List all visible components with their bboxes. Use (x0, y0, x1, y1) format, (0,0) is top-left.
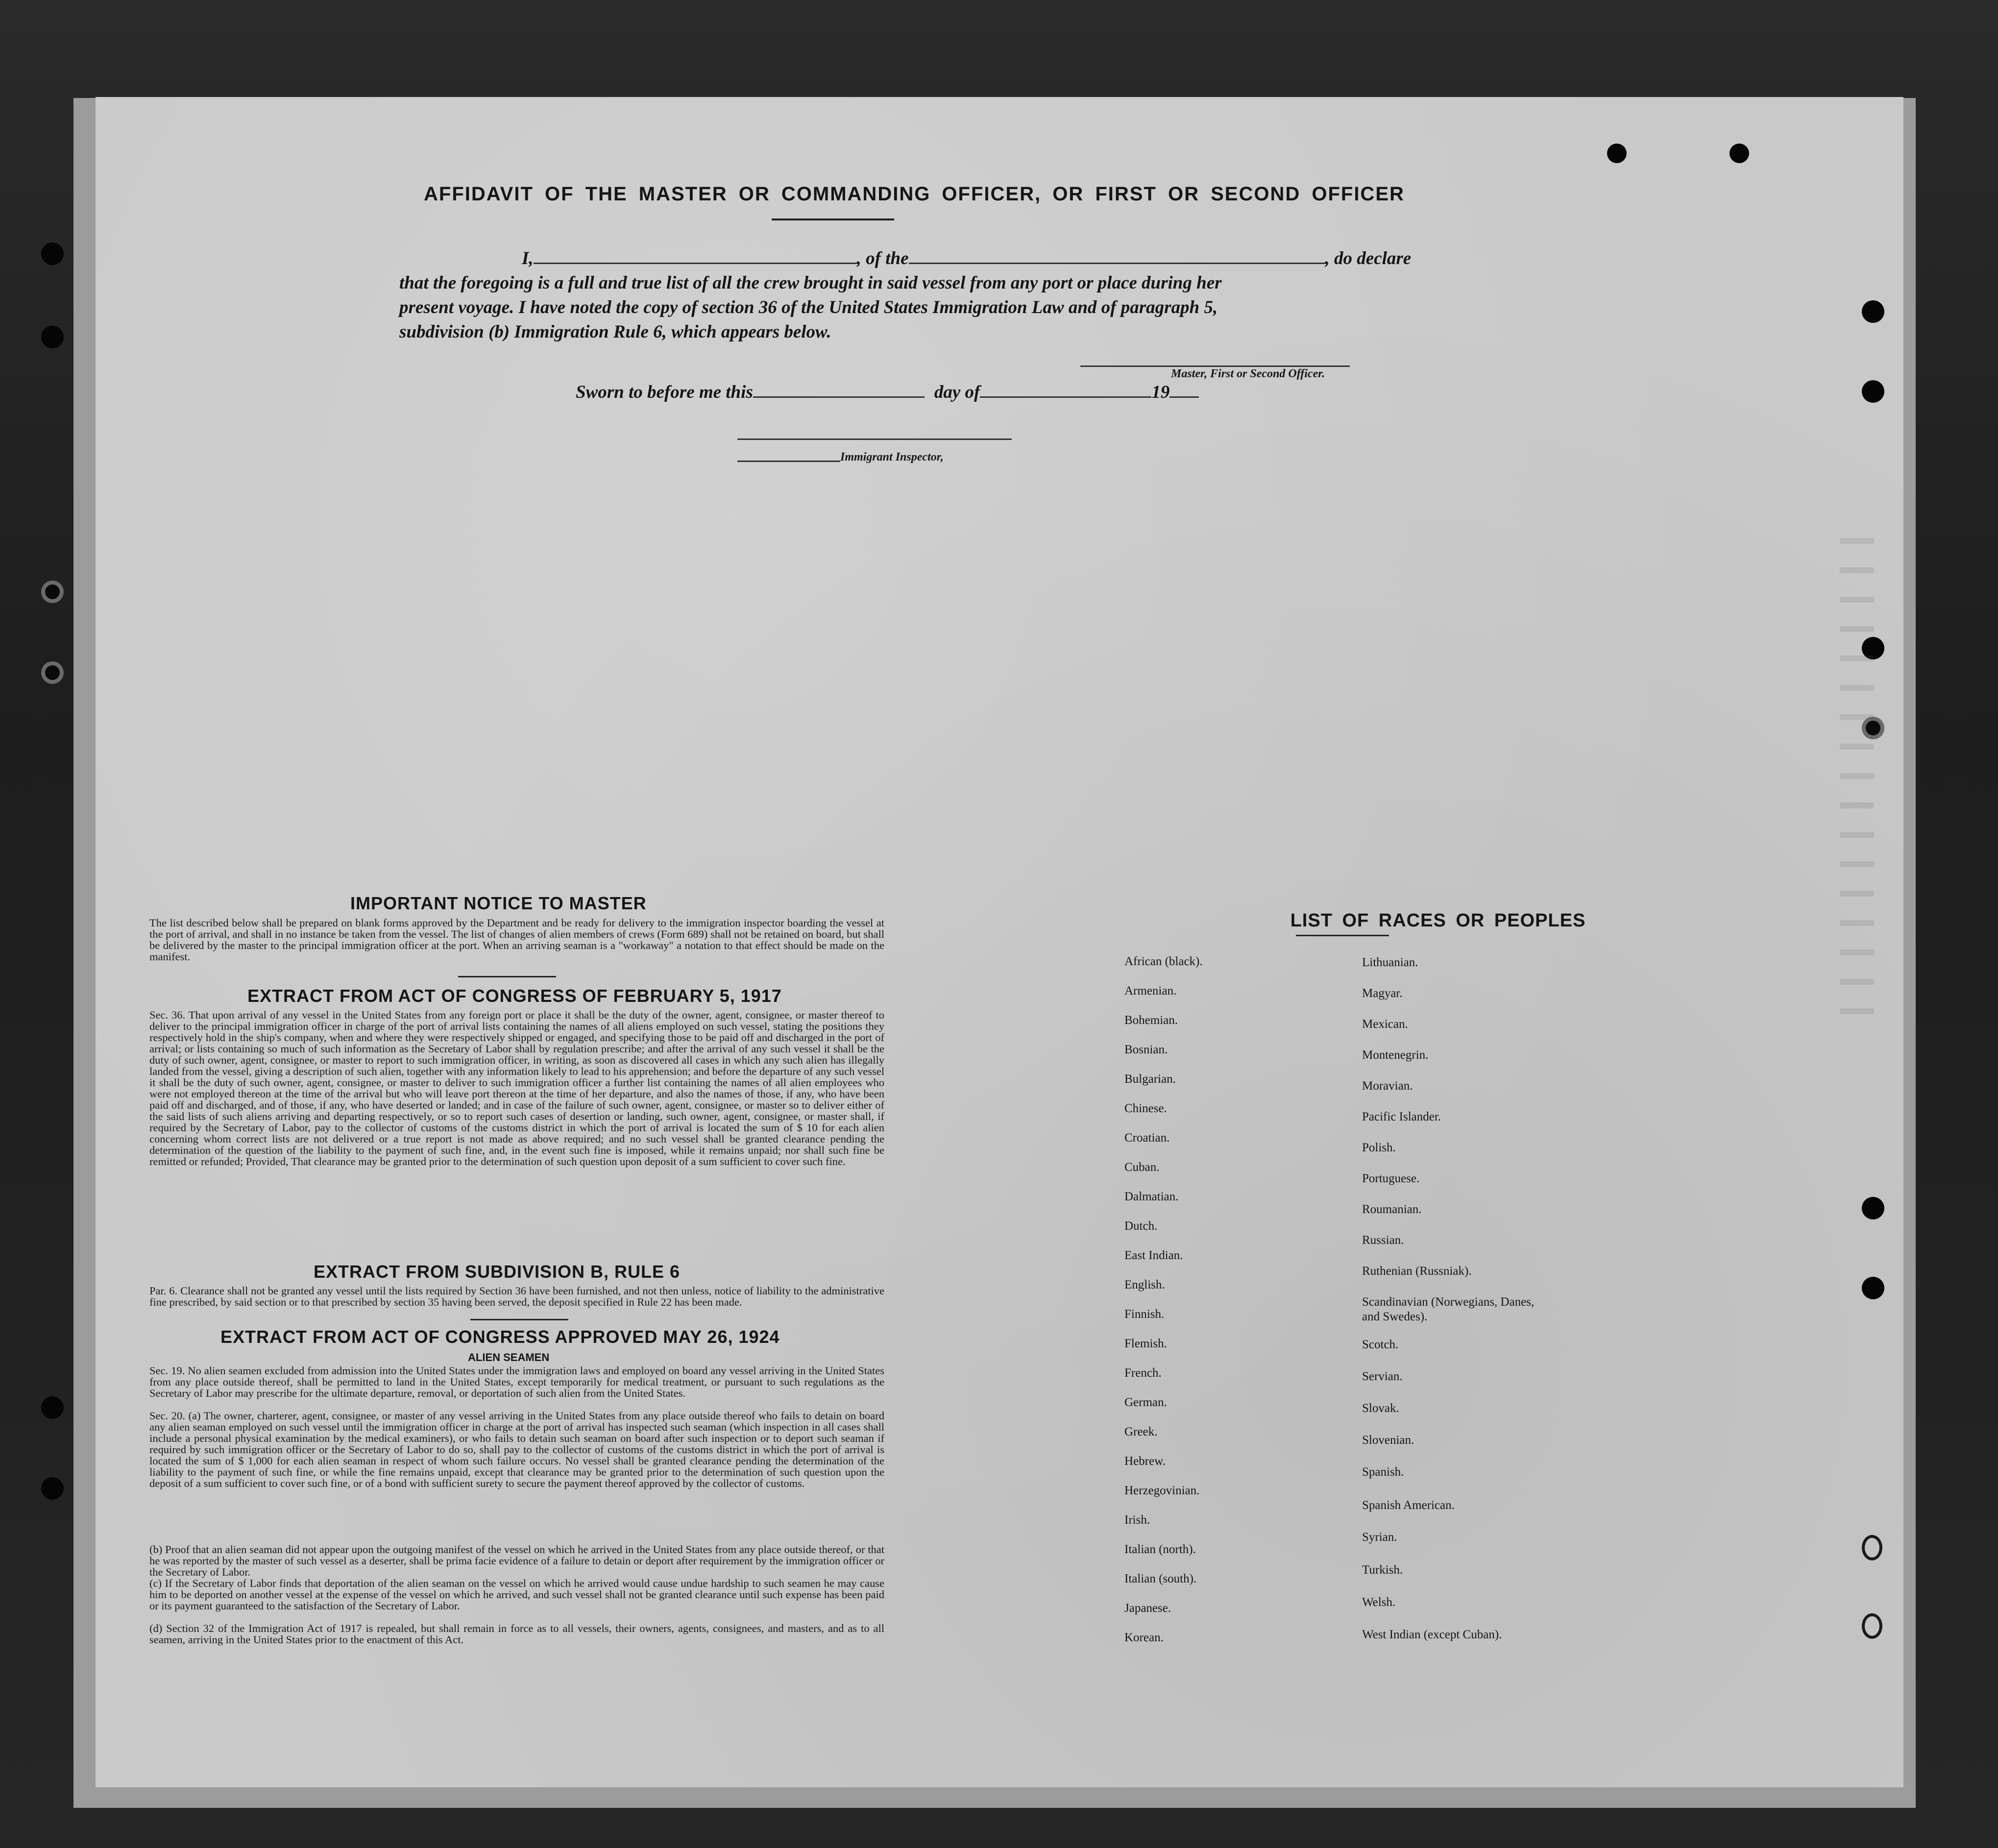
inspector-label: Immigrant Inspector, (840, 451, 944, 463)
punch-hole-icon (1607, 144, 1627, 163)
punch-hole-icon (1862, 1613, 1882, 1639)
race-item: Spanish American. (1362, 1499, 1455, 1512)
race-item: Ruthenian (Russniak). (1362, 1264, 1472, 1278)
race-item: West Indian (except Cuban). (1362, 1628, 1502, 1641)
sec-20d: (d) Section 32 of the Immigration Act of 1917 is repealed, but shall remain in force as to all vessels, their owners, agents, consignees, and masters, and as to all seamen, arriving in the United States prior to the enactment of this Act. (149, 1622, 884, 1646)
race-item: Syrian. (1362, 1531, 1397, 1544)
race-item: Japanese. (1124, 1602, 1171, 1615)
vessel-field[interactable] (909, 248, 1325, 264)
race-item: Mexican. (1362, 1018, 1408, 1031)
declaration-line-4: subdivision (b) Immigration Rule 6, which appears below. (399, 322, 831, 342)
race-item: Bosnian. (1124, 1043, 1168, 1056)
sworn-day-field[interactable] (753, 382, 925, 398)
sec-20b: (b) Proof that an alien seaman did not appear upon the outgoing manifest of the vessel on which he arrived in the United States from any place outside thereof, or that he was reported by the master of such vessel as a deserter, shall be prima facie evidence of a failure to detain or deport after requirement by the immigration officer or the Secretary of Labor. (149, 1543, 884, 1578)
punch-hole-icon (1730, 144, 1749, 163)
extract-1917-title: EXTRACT FROM ACT OF CONGRESS OF FEBRUARY 5, 1917 (247, 986, 782, 1006)
punch-hole-icon (1862, 380, 1884, 403)
alien-seamen-subtitle: ALIEN SEAMEN (468, 1351, 550, 1363)
race-item: Finnish. (1124, 1308, 1165, 1321)
declaration-line-1 (399, 246, 1487, 271)
section-divider (458, 976, 556, 977)
race-item: Slovak. (1362, 1402, 1399, 1415)
race-item: Italian (north). (1124, 1543, 1196, 1556)
document-page (96, 97, 1903, 1787)
race-item: Cuban. (1124, 1161, 1160, 1174)
race-item: Bulgarian. (1124, 1072, 1176, 1086)
race-item: Scotch. (1362, 1338, 1399, 1351)
inspector-name-line[interactable] (737, 461, 840, 462)
affidavit-title: AFFIDAVIT OF THE MASTER OR COMMANDING OFFICER, OR FIRST OR SECOND OFFICER (424, 183, 1405, 205)
race-item: French. (1124, 1366, 1162, 1380)
sworn-line (399, 380, 1487, 405)
race-item: Montenegrin. (1362, 1048, 1429, 1062)
declaration-do-declare: , do declare (1325, 248, 1412, 268)
declaration-i: I, (522, 248, 534, 268)
race-item: Scandinavian (Norwegians, Danes, and Swedes). (1362, 1295, 1535, 1323)
race-item: Korean. (1124, 1631, 1164, 1644)
race-item: Moravian. (1362, 1079, 1413, 1093)
race-item: Servian. (1362, 1370, 1403, 1383)
extract-1917-body: Sec. 36. That upon arrival of any vessel in the United States from any foreign port or place it shall be the duty of the owner, agent, consignee, or master thereof to deliver to the principal immigration officer in charge of the port of arrival lists containing the names of all aliens employed on such vessel, stating the positions they respectively hold in the ship's company, when and where they were respectively shipped or engaged, and specifying those to be paid off and discharged in the port of arrival; or lists containing so much of such information as the Secretary of Labor shall by regulation prescribe; and after the arrival of any such vessel it shall be the duty of such owner, agent, consignee, or master to report to such immigration officer, in writing, as soon as discovered all cases in which any such alien has illegally landed from the vessel, giving a description of such alien, together with any information likely to lead to his apprehension; and before the departure of any such vessel it shall be the duty of such owner, agent, consignee, or master to deliver to such immigration officer a further list containing the names of all alien employees who were not employed thereon at the time of the arrival but who will leave port thereon at the time of her departure, and also the names of those, if any, who have been paid off and discharged, and of those, if any, who have deserted or landed; and in case of the failure of such owner, agent, consignee, or master so to deliver either of the said lists of such aliens arriving and departing respectively, or so to report such cases of desertion or landing, such owner, agent, consignee, or master shall, if required by the Secretary of Labor, pay to the collector of customs of the customs district in which the port of arrival is located the sum of $ 10 for each alien concerning whom correct lists are not delivered or a true report is not made as above required; and no such vessel shall be granted clearance pending the determination of the question of the liability to the payment of such fine, and, in the event such fine is imposed, while it remains unpaid; nor shall such fine be remitted or refunded; Provided, That clearance may be granted prior to the determination of such question upon deposit of a sum sufficient to cover such fine. (149, 1009, 884, 1167)
punch-hole-icon (1862, 1277, 1884, 1299)
race-item: Magyar. (1362, 987, 1403, 1000)
race-item: Dalmatian. (1124, 1190, 1179, 1203)
race-item: East Indian. (1124, 1249, 1183, 1262)
race-item: Bohemian. (1124, 1014, 1178, 1027)
sworn-month-field[interactable] (980, 382, 1151, 398)
race-item: Chinese. (1124, 1102, 1167, 1115)
binder-hole-icon (41, 1396, 64, 1419)
binder-hole-icon (41, 661, 64, 684)
race-item: Flemish. (1124, 1337, 1167, 1350)
declaration-line-3: present voyage. I have noted the copy of section 36 of the United States Immigration Law and of paragraph 5, (399, 297, 1218, 317)
notice-title: IMPORTANT NOTICE TO MASTER (350, 893, 647, 913)
bleed-through-marks (1840, 538, 1874, 1028)
inspector-signature-line[interactable] (737, 438, 1012, 440)
name-field[interactable] (534, 248, 857, 264)
punch-hole-icon (1862, 1197, 1884, 1219)
race-item: Italian (south). (1124, 1572, 1197, 1585)
race-item: Croatian. (1124, 1131, 1170, 1144)
race-item: Hebrew. (1124, 1455, 1166, 1468)
sworn-day-of: day of (934, 382, 980, 402)
declaration-of-the: , of the (856, 248, 909, 268)
race-item: Roumanian. (1362, 1203, 1422, 1216)
race-item: African (black). (1124, 955, 1203, 968)
race-item: English. (1124, 1278, 1165, 1291)
sworn-year-field[interactable] (1170, 382, 1199, 398)
binder-hole-icon (41, 326, 64, 348)
rule6-title: EXTRACT FROM SUBDIVISION B, RULE 6 (314, 1262, 681, 1282)
punch-hole-icon (1862, 1535, 1882, 1560)
sec-20a: Sec. 20. (a) The owner, charterer, agent, consignee, or master of any vessel arriving in the United States from any place outside thereof who fails to detain on board any alien seaman employed on such vessel until the immigration officer in charge at the port of arrival has inspected such seaman (which inspection in all cases shall include a personal physical examination by the medical examiners), or who fails to detain such seaman on board after such inspection or to deport such seaman if required by such immigration officer or the Secretary of Labor to do so, shall pay to the collector of customs of the customs district in which the port of arrival is located the sum of $ 1,000 for each alien seaman in respect of whom such failure occurs. No vessel shall be granted clearance pending the determination of the liability to the payment of such fine, or while the fine remains unpaid, except that clearance may be granted prior to the determination of such question upon the deposit of a sum sufficient to cover such fine, or of a bond with sufficient surety to secure the payment thereof approved by the collector of customs. (149, 1410, 884, 1489)
races-title-underline (1296, 935, 1389, 936)
section-divider (470, 1319, 568, 1320)
sworn-year: 19 (1151, 382, 1170, 402)
binder-hole-icon (41, 243, 64, 265)
declaration-line-2: that the foregoing is a full and true list of all the crew brought in said vessel from any port or place during her (399, 273, 1222, 293)
race-item: Turkish. (1362, 1563, 1403, 1577)
race-item: Portuguese. (1362, 1172, 1420, 1185)
race-item: Spanish. (1362, 1465, 1404, 1479)
race-item: Dutch. (1124, 1219, 1158, 1233)
punch-hole-icon (1862, 300, 1884, 323)
master-signature-line[interactable] (1080, 365, 1350, 367)
race-item: Polish. (1362, 1141, 1396, 1154)
race-item: Welsh. (1362, 1596, 1396, 1609)
race-item: German. (1124, 1396, 1167, 1409)
sec-20c: (c) If the Secretary of Labor finds that deportation of the alien seaman on the vessel on which he arrived would cause undue hardship to such seamen he may cause him to be deported on another vessel at the expense of the vessel on which he arrived, and such vessel shall not be granted clearance until such expense has been paid or its payment guaranteed to the satisfaction of the Secretary of Labor. (149, 1577, 884, 1612)
race-item: Slovenian. (1362, 1434, 1414, 1447)
race-item: Herzegovinian. (1124, 1484, 1200, 1497)
race-item: Pacific Islander. (1362, 1110, 1441, 1123)
race-item: Armenian. (1124, 984, 1177, 997)
race-item: Lithuanian. (1362, 956, 1418, 969)
notice-body: The list described below shall be prepared on blank forms approved by the Department and be ready for delivery to the immigration inspector boarding the vessel at the port of arrival, and shall in no instance be taken from the vessel. The list of changes of alien members of crews (Form 689) shall not be retained on board, but shall be delivered by the master to the principal immigration officer at the port. When an arriving seaman is a "workaway" a notation to that effect should be made on the manifest. (149, 917, 884, 963)
races-title: LIST OF RACES OR PEOPLES (1290, 910, 1586, 931)
extract-1924-title: EXTRACT FROM ACT OF CONGRESS APPROVED MAY 26, 1924 (220, 1327, 780, 1347)
race-item: Greek. (1124, 1425, 1158, 1438)
title-underline (772, 219, 894, 220)
master-signature-label: Master, First or Second Officer. (1171, 367, 1325, 380)
race-item: Russian. (1362, 1234, 1404, 1247)
binder-hole-icon (41, 581, 64, 603)
sec-19: Sec. 19. No alien seamen excluded from admission into the United States under the immigration laws and employed on board any vessel arriving in the United States from any place outside thereof, shall be permitted to land in the United States, except temporarily for medical treatment, or pursuant to such regulations as the Secretary of Labor may prescribe for the ultimate departure, removal, or deportation of such alien from the United States. (149, 1364, 884, 1399)
binder-hole-icon (41, 1477, 64, 1500)
race-item: Irish. (1124, 1513, 1150, 1527)
sworn-prefix: Sworn to before me this (576, 382, 753, 402)
rule6-body: Par. 6. Clearance shall not be granted any vessel until the lists required by Section 36 have been furnished, and not then unless, notice of liability to the administrative fine prescribed, by said section or to that prescribed by section 35 having been served, the deposit specified in Rule 22 has been made. (149, 1285, 884, 1308)
